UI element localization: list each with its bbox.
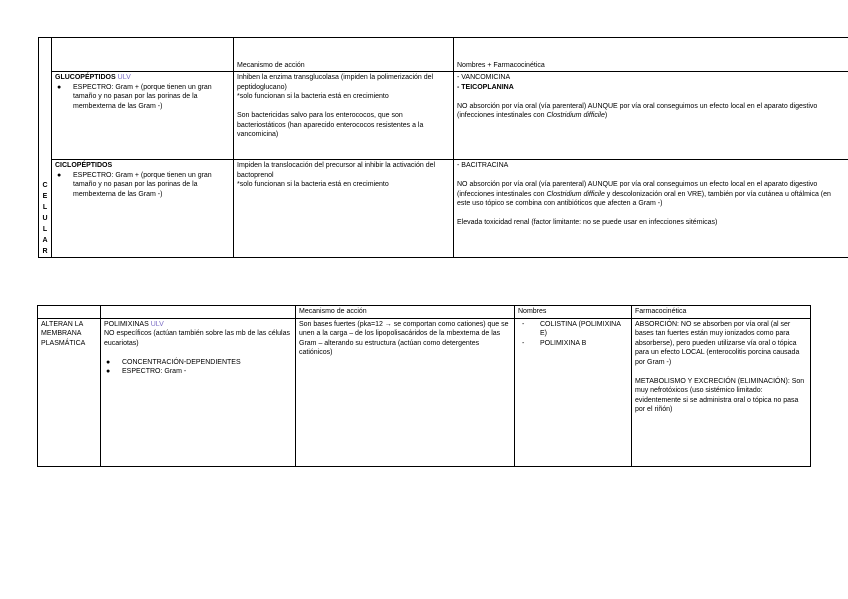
list-item: - COLISTINA (POLIMIXINA E) <box>522 320 621 337</box>
bullet-icon: ● <box>57 171 62 179</box>
list-item: ● CONCENTRACIÓN-DEPENDIENTES <box>106 358 241 366</box>
metabolism-text: METABOLISMO Y EXCRECIÓN (ELIMINACIÓN): Son muy nefrotóxicos (uso sistémico limitado: evidentemente si se administra oral o tópica no pasa por el riñón) <box>635 377 805 413</box>
cell-wall-table <box>38 37 848 258</box>
mechanism-cell: Inhiben la enzima transglucolasa (impiden la polimerización del peptidoglucano) *solo funcionan si la bacteria está en crecimiento Son bactericidas salvo para los enterococos, que son bacteriostáticos (han aparecido enterococos resistentes a la vancomicina) <box>234 72 454 160</box>
bullet-icon: ● <box>106 368 111 375</box>
header-empty-cell <box>101 306 296 319</box>
spectrum-item: ● ESPECTRO: Gram + (porque tienen un gran tamaño y no pasan por las porinas de la membexterna de las Gram -) <box>57 83 212 110</box>
names-cell <box>515 318 632 466</box>
glucopeptides-cell <box>52 72 234 160</box>
drug-name: - VANCOMICINA <box>457 74 511 81</box>
header-empty-cell <box>52 38 234 72</box>
drug-name: - TEICOPLANINA <box>457 83 514 91</box>
list-item: - POLIMIXINA B <box>522 339 587 347</box>
names-pk-cell <box>454 72 848 160</box>
header-mechanism: Mecanismo de acción <box>234 38 454 72</box>
spectrum-item: ● ESPECTRO: Gram + (porque tienen un gran tamaño y no pasan por las porinas de la membexterna de las Gram -) <box>57 171 212 198</box>
mechanism-cell: Impiden la translocación del precursor al inhibir la activación del bactoprenol *solo funcionan si la bacteria está en crecimiento <box>234 160 454 258</box>
bullet-icon: ● <box>106 358 111 366</box>
ulv-tag: ULV <box>150 320 164 328</box>
pk-text: NO absorción por vía oral (vía parenteral) AUNQUE por vía oral conseguimos un efecto local en el aparato digestivo (infecciones intestinales con Clostridium difficile y descolonización oral en VRE), también por vía cutánea u oftálmica (en este uso tópico se combina con antibióticos que afecten a Gram -) <box>457 181 831 207</box>
toxicity-text: Elevada toxicidad renal (factor limitante: no se puede usar en infecciones sitémicas) <box>457 219 718 226</box>
table-row <box>39 72 848 160</box>
group-title: GLUCOPÉPTIDOS ULV <box>55 74 131 81</box>
bullet-icon: ● <box>57 83 62 91</box>
table-row <box>38 318 811 466</box>
header-empty-cell <box>38 306 101 319</box>
drug-name: - BACITRACINA <box>457 162 509 169</box>
list-item: ● ESPECTRO: Gram - <box>106 368 187 375</box>
category-cell: ALTERAN LA MEMBRANA PLASMÁTICA <box>38 318 101 466</box>
table-row <box>39 160 848 258</box>
table1-header-row <box>39 38 848 72</box>
ulv-tag: ULV <box>117 74 131 81</box>
cyclopeptides-cell <box>52 160 234 258</box>
nonspecific-text: NO específicos (actúan también sobre las mb de las células eucariotas) <box>104 330 290 347</box>
pk-cell <box>632 318 811 466</box>
header-pk: Farmacocinética <box>632 306 811 319</box>
names-pk-cell <box>454 160 848 258</box>
table2-header-row <box>38 306 811 319</box>
polymyxins-cell <box>101 318 296 466</box>
group-title: POLIMIXINAS ULV <box>104 320 164 328</box>
celular-label: C E L U L A R <box>39 38 52 258</box>
header-names-pk: Nombres + Farmacocinética <box>454 38 848 72</box>
group-title: CICLOPÉPTIDOS <box>55 162 113 169</box>
header-names: Nombres <box>515 306 632 319</box>
header-mechanism: Mecanismo de acción <box>296 306 515 319</box>
pk-text: NO absorción por vía oral (vía parenteral) AUNQUE por vía oral conseguimos un efecto local en el aparato digestivo (infecciones intestinales con Clostridium difficile) <box>457 102 818 119</box>
membrane-table <box>37 305 811 467</box>
absorption-text: ABSORCIÓN: NO se absorben por vía oral (al ser bases tan fuertes están muy ionizados como para absorberse), pero pueden utilizarse vía oral o tópica para un efecto LOCAL (enterocolitis porcina causada por Gram -) <box>635 320 800 366</box>
mechanism-cell: Son bases fuertes (pka=12 → se comportan como cationes) que se unen a la carga – de los lipopolisacáridos de la mbexterna de las Gram – alterando su estructura (actúan como detergentes catiónicos) <box>296 318 515 466</box>
